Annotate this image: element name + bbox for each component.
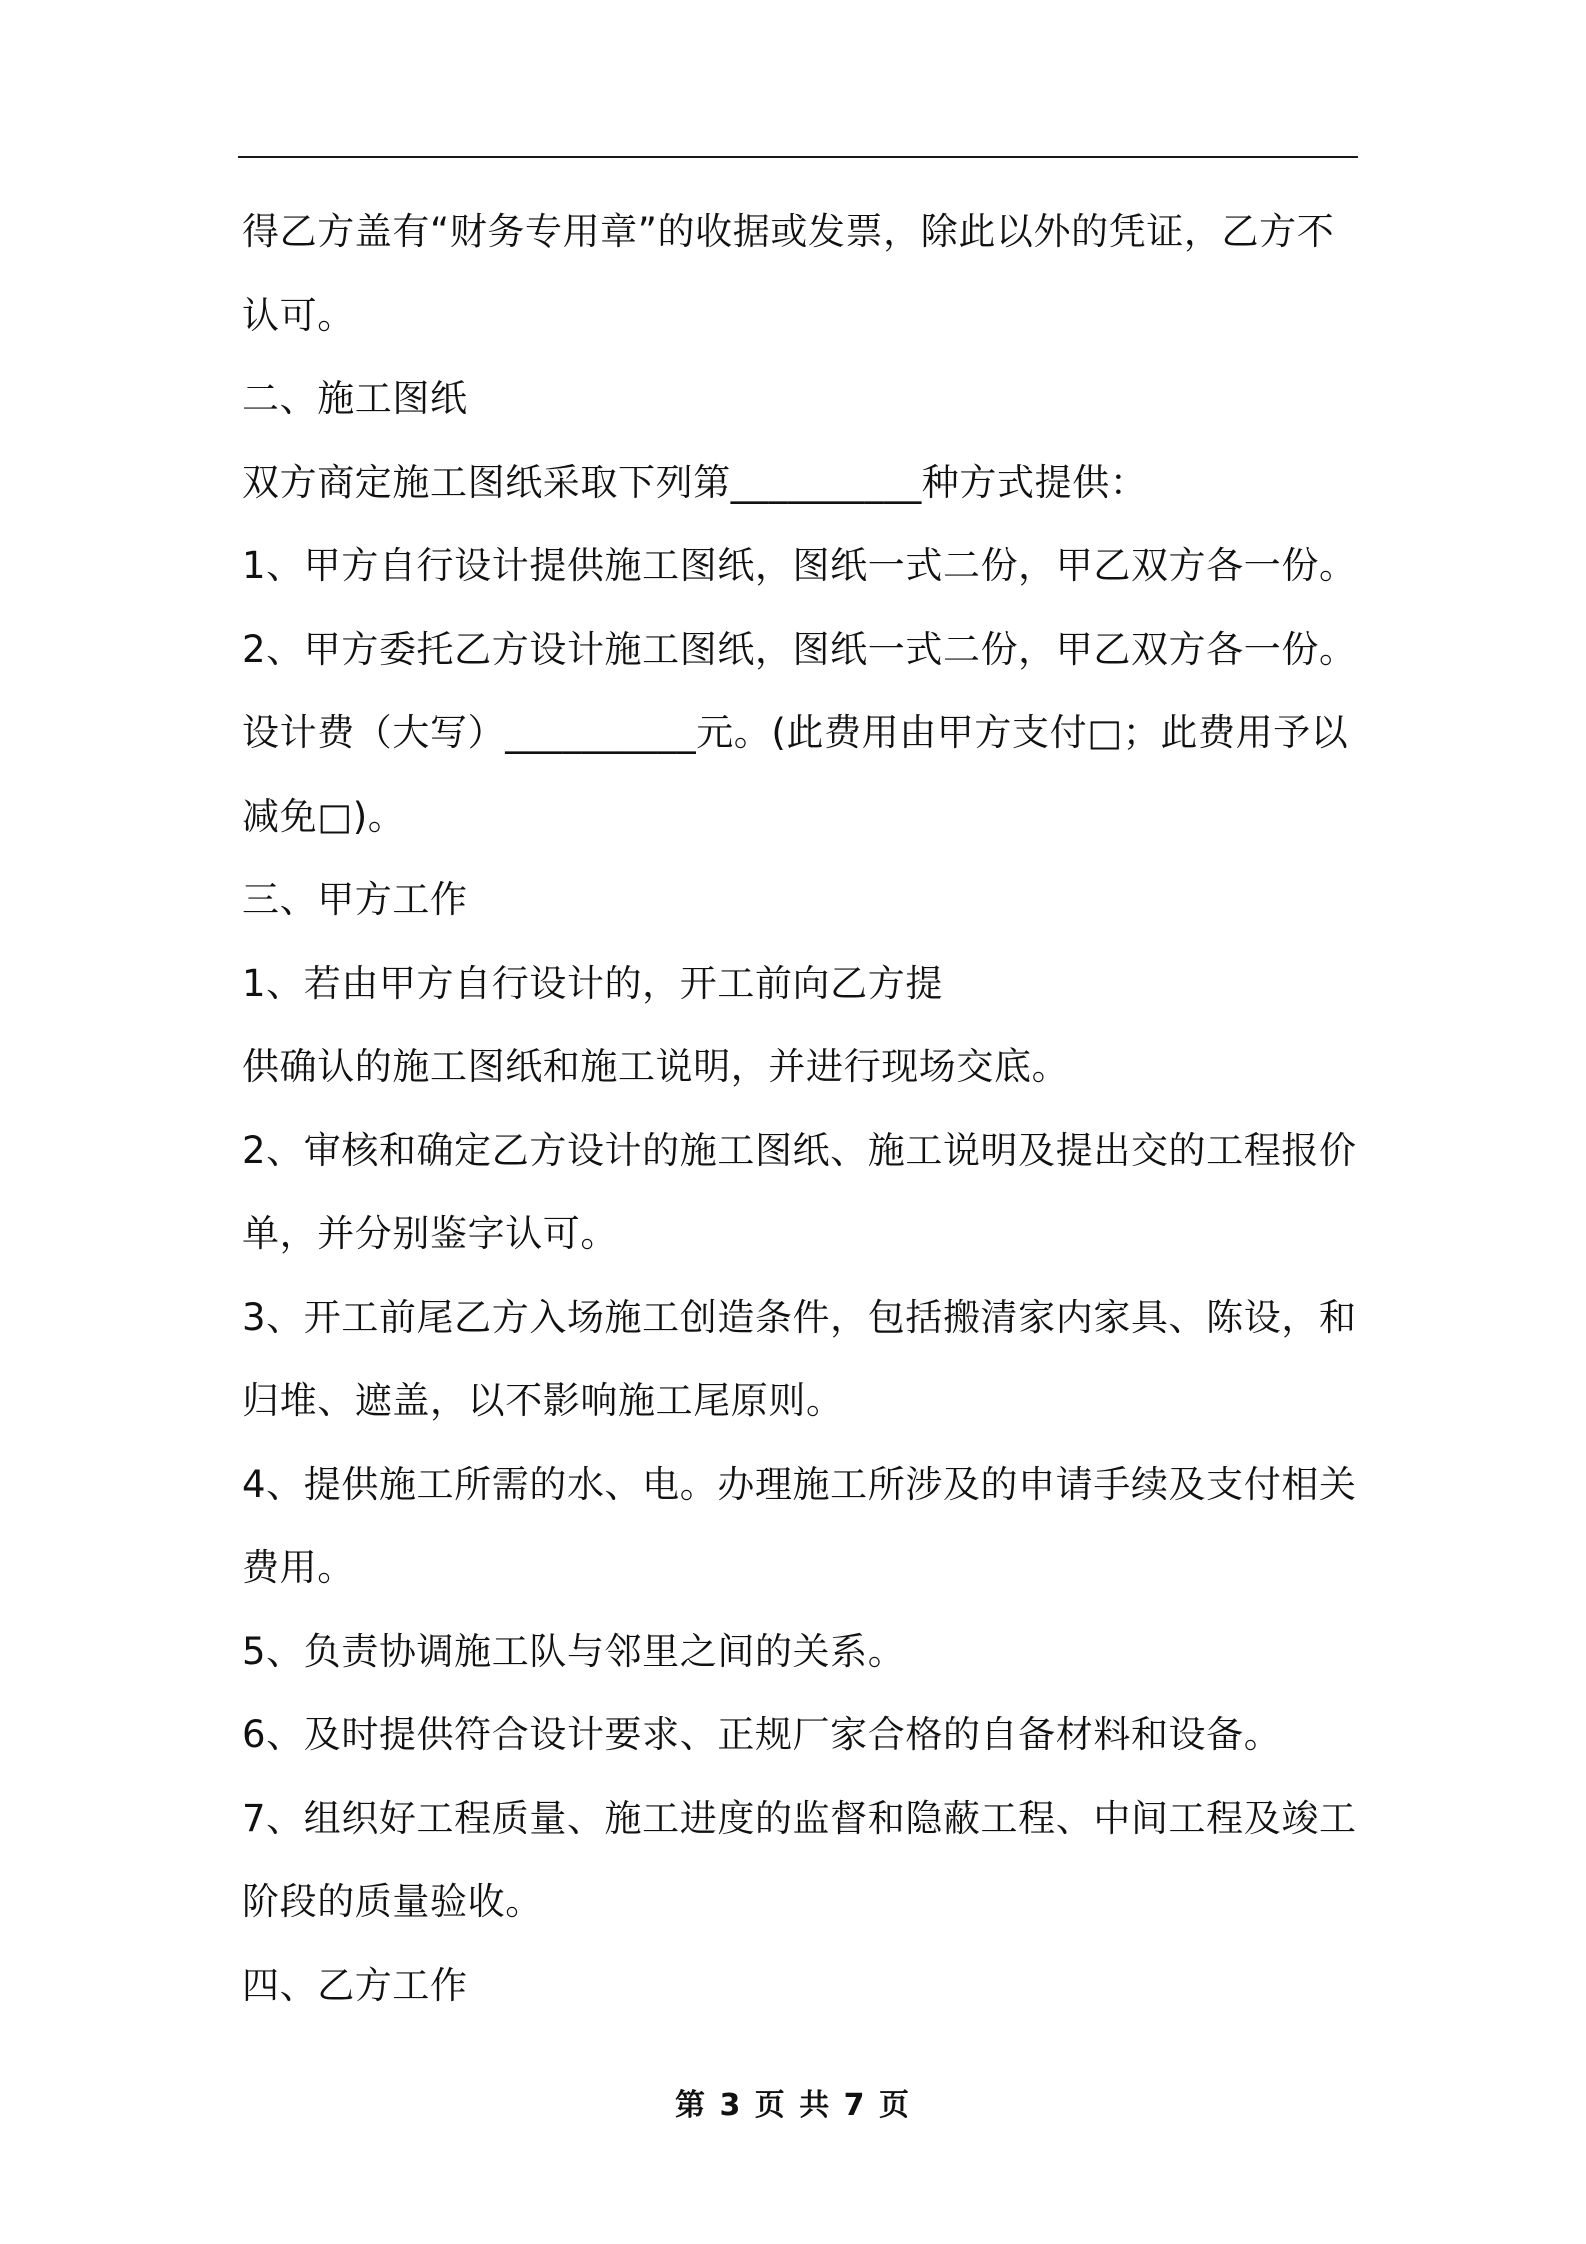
page-number-footer: 第 3 页 共 7 页 [675, 2088, 911, 2123]
section-heading: 二、施工图纸 [242, 377, 468, 420]
body-line: 双方商定施工图纸采取下列第__________种方式提供： [242, 460, 1148, 504]
body-line: 1、若由甲方自行设计的，开工前向乙方提 [242, 961, 943, 1005]
body-line: 7、组织好工程质量、施工进度的监督和隐蔽工程、中间工程及竣工 [242, 1796, 1357, 1840]
body-line: 供确认的施工图纸和施工说明，并进行现场交底。 [242, 1045, 1070, 1088]
body-line: 4、提供施工所需的水、电。办理施工所涉及的申请手续及支付相关 [242, 1462, 1357, 1506]
body-line: 2、审核和确定乙方设计的施工图纸、施工说明及提出交的工程报价 [242, 1128, 1357, 1172]
body-line: 费用。 [242, 1546, 355, 1589]
section-heading: 三、甲方工作 [242, 878, 468, 921]
document-body [242, 190, 1362, 2027]
body-line: 减免□)。 [242, 794, 406, 838]
body-line: 设计费（大写）__________元。(此费用由甲方支付□；此费用予以 [242, 711, 1349, 754]
body-line: 2、甲方委托乙方设计施工图纸，图纸一式二份，甲乙双方各一份。 [242, 627, 1357, 671]
body-line: 单，并分别鉴字认可。 [242, 1212, 618, 1255]
section-heading: 四、乙方工作 [242, 1963, 468, 2007]
body-line: 得乙方盖有“财务专用章”的收据或发票，除此以外的凭证，乙方不 [242, 210, 1335, 253]
body-line: 5、负责协调施工队与邻里之间的关系。 [242, 1629, 906, 1673]
body-line: 归堆、遮盖，以不影响施工尾原则。 [242, 1379, 844, 1422]
body-line: 认可。 [242, 293, 355, 337]
body-line: 1、甲方自行设计提供施工图纸，图纸一式二份，甲乙双方各一份。 [242, 544, 1357, 587]
body-line: 6、及时提供符合设计要求、正规厂家合格的自备材料和设备。 [242, 1713, 1282, 1756]
header-rule [238, 156, 1358, 158]
body-line: 阶段的质量验收。 [242, 1880, 543, 1923]
body-line: 3、开工前尾乙方入场施工创造条件，包括搬清家内家具、陈设，和 [242, 1295, 1357, 1339]
